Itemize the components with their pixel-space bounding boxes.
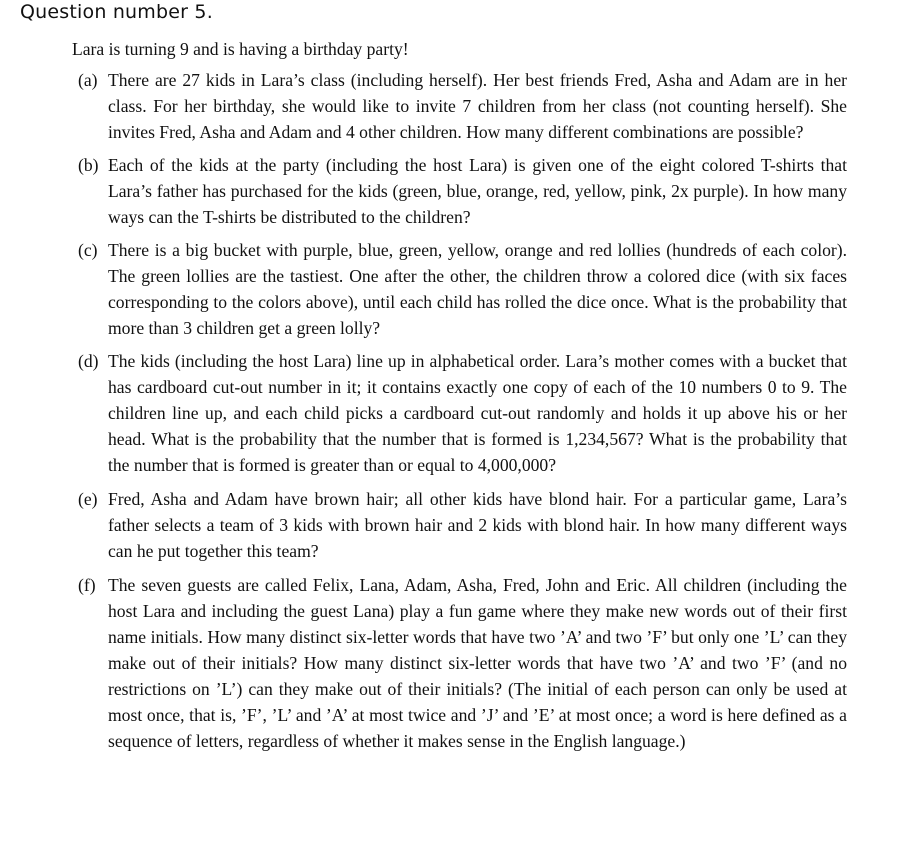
part-b bbox=[72, 152, 847, 230]
part-d bbox=[72, 348, 847, 478]
problem-intro: Lara is turning 9 and is having a birthday party! bbox=[72, 39, 409, 59]
question-title: Question number 5. bbox=[20, 1, 213, 23]
part-f-text: The seven guests are called Felix, Lana, Adam, Asha, Fred, John and Eric. All children (including the host Lara and including the guest Lana) play a fun game where they make new words out of their first name initials. How many distinct six-letter words that have two ’A’ and two ’F’ but only one ’L’ can they make out of their initials? How many distinct six-letter words that have two ’A’ and two ’F’ (and no restrictions on ’L’) can they make out of their initials? (The initial of each person can only be used at most once, that is, ’F’, ’L’ and ’A’ at most twice and ’J’ and ’E’ at most once; a word is here defined as a sequence of letters, regardless of whether it makes sense in the English language.) bbox=[108, 575, 847, 751]
part-b-label: (b) bbox=[78, 155, 99, 175]
part-d-label: (d) bbox=[78, 351, 99, 371]
problem-text bbox=[72, 36, 847, 761]
part-d-text: The kids (including the host Lara) line up in alphabetical order. Lara’s mother comes with a bucket that has cardboard cut-out number in it; it contains exactly one copy of each of the 10 numbers 0 to 9. The children line up, and each child picks a cardboard cut-out randomly and holds it up above his or her head. What is the probability that the number that is formed is 1,234,567? What is the probability that the number that is formed is greater than or equal to 4,000,000? bbox=[108, 351, 847, 475]
part-c-text: There is a big bucket with purple, blue, green, yellow, orange and red lollies (hundreds of each color). The green lollies are the tastiest. One after the other, the children throw a colored dice (with six faces corresponding to the colors above), until each child has rolled the dice once. What is the probability that more than 3 children get a green lolly? bbox=[108, 240, 847, 338]
part-c-label: (c) bbox=[78, 240, 98, 260]
part-c bbox=[72, 237, 847, 341]
part-b-text: Each of the kids at the party (including the host Lara) is given one of the eight colored T-shirts that Lara’s father has purchased for the kids (green, blue, orange, red, yellow, pink, 2x purple). In how many ways can the T-shirts be distributed to the children? bbox=[108, 155, 847, 227]
part-f bbox=[72, 572, 847, 754]
part-e-text: Fred, Asha and Adam have brown hair; all other kids have blond hair. For a particular game, Lara’s father selects a team of 3 kids with brown hair and 2 kids with blond hair. In how many different ways can he put together this team? bbox=[108, 489, 847, 561]
part-a-label: (a) bbox=[78, 70, 98, 90]
part-a-text: There are 27 kids in Lara’s class (including herself). Her best friends Fred, Asha and Adam are in her class. For her birthday, she would like to invite 7 children from her class (not counting herself). She invites Fred, Asha and Adam and 4 other children. How many different combinations are possible? bbox=[108, 70, 847, 142]
part-e-label: (e) bbox=[78, 489, 98, 509]
part-a bbox=[72, 67, 847, 145]
part-f-label: (f) bbox=[78, 575, 96, 595]
part-e bbox=[72, 486, 847, 564]
